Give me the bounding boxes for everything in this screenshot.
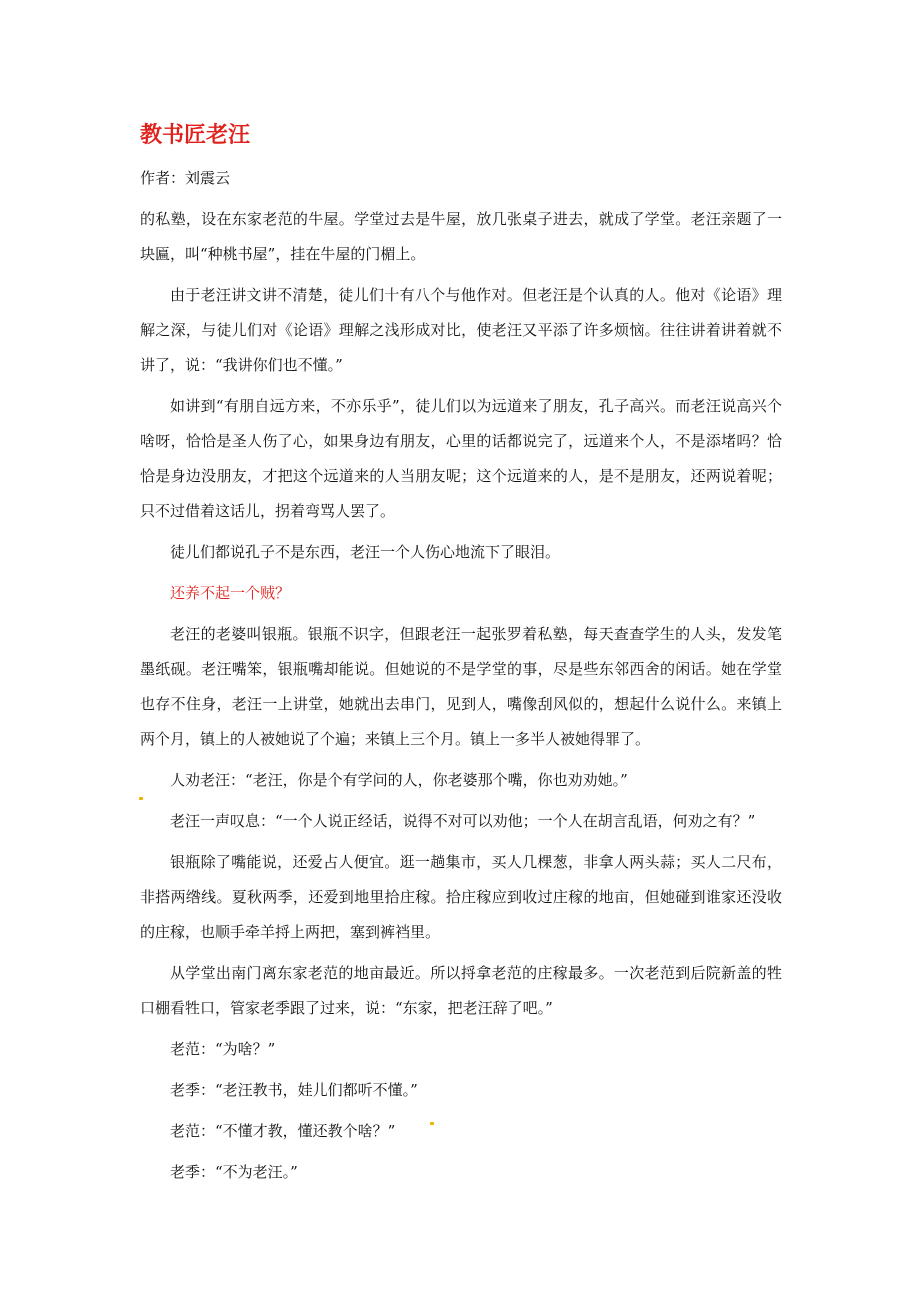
- dialogue-line-4: 老季：“不为老汪。”: [170, 1163, 298, 1181]
- author-byline: 作者：刘震云: [140, 169, 231, 187]
- paragraph-7: 老汪一声叹息：“一个人说正经话，说得不对可以劝他；一个人在胡言乱语，何劝之有？”: [170, 812, 756, 830]
- article-body: [140, 202, 782, 1196]
- paragraph-4: 徒儿们都说孔子不是东西，老汪一个人伤心地流下了眼泪。: [170, 543, 561, 561]
- dialogue-line-1: 老范：“为啥？”: [170, 1040, 276, 1058]
- paragraph-9: 从学堂出南门离东家老范的地亩最近。所以捋拿老范的庄稼最多。一次老范到后院新盖的牲口棚看牲口，管家老季跟了过来，说：“东家，把老汪辞了吧。”: [140, 964, 782, 1017]
- paragraph-3: 如讲到“有朋自远方来，不亦乐乎”，徒儿们以为远道来了朋友，孔子高兴。而老汪说高兴个啥呀，恰恰是圣人伤了心，如果身边有朋友，心里的话都说完了，远道来个人，不是添堵吗？恰恰是身边没朋友，才把这个远道来的人当朋友呢；这个远道来的人，是不是朋友，还两说着呢；只不过借着这话儿，拐着弯骂人罢了。: [140, 397, 782, 520]
- dialogue-line-2: 老季：“老汪教书，娃儿们都听不懂。”: [170, 1081, 418, 1099]
- paragraph-1: 的私塾，设在东家老范的牛屋。学堂过去是牛屋，放几张桌子进去，就成了学堂。老汪亲题了一块匾，叫“种桃书屋”，挂在牛屋的门楣上。: [140, 210, 782, 263]
- paragraph-8: 银瓶除了嘴能说，还爱占人便宜。逛一趟集市，买人几棵葱，非拿人两头蒜；买人二尺布，非搭两绺线。夏秋两季，还爱到地里拾庄稼。拾庄稼应到收过庄稼的地亩，但她碰到谁家还没收的庄稼，也顺手牵羊捋上两把，塞到裤裆里。: [140, 853, 782, 941]
- paragraph-6: 人劝老汪：“老汪，你是个有学问的人，你老婆那个嘴，你也劝劝她。”: [170, 771, 628, 789]
- section-subheading: 还养不起一个贼？: [170, 584, 291, 602]
- article-title: 教书匠老汪: [140, 123, 251, 148]
- paragraph-2: 由于老汪讲文讲不清楚，徒儿们十有八个与他作对。但老汪是个认真的人。他对《论语》理解之深，与徒儿们对《论语》理解之浅形成对比，使老汪又平添了许多烦恼。往往讲着讲着就不讲了，说：“我讲你们也不懂。”: [140, 286, 782, 374]
- paragraph-5: 老汪的老婆叫银瓶。银瓶不识字，但跟老汪一起张罗着私塾，每天查查学生的人头，发发笔墨纸砚。老汪嘴笨，银瓶嘴却能说。但她说的不是学堂的事，尽是些东邻西舍的闲话。她在学堂也存不住身，老汪一上讲堂，她就出去串门，见到人，嘴像刮风似的，想起什么说什么。来镇上两个月，镇上的人被她说了个遍；来镇上三个月。镇上一多半人被她得罪了。: [140, 625, 782, 748]
- stray-mark-dot: [139, 797, 143, 800]
- dialogue-line-3: 老范：“不懂才教，懂还教个啥？”: [170, 1122, 396, 1140]
- stray-mark-dot: [430, 1122, 434, 1125]
